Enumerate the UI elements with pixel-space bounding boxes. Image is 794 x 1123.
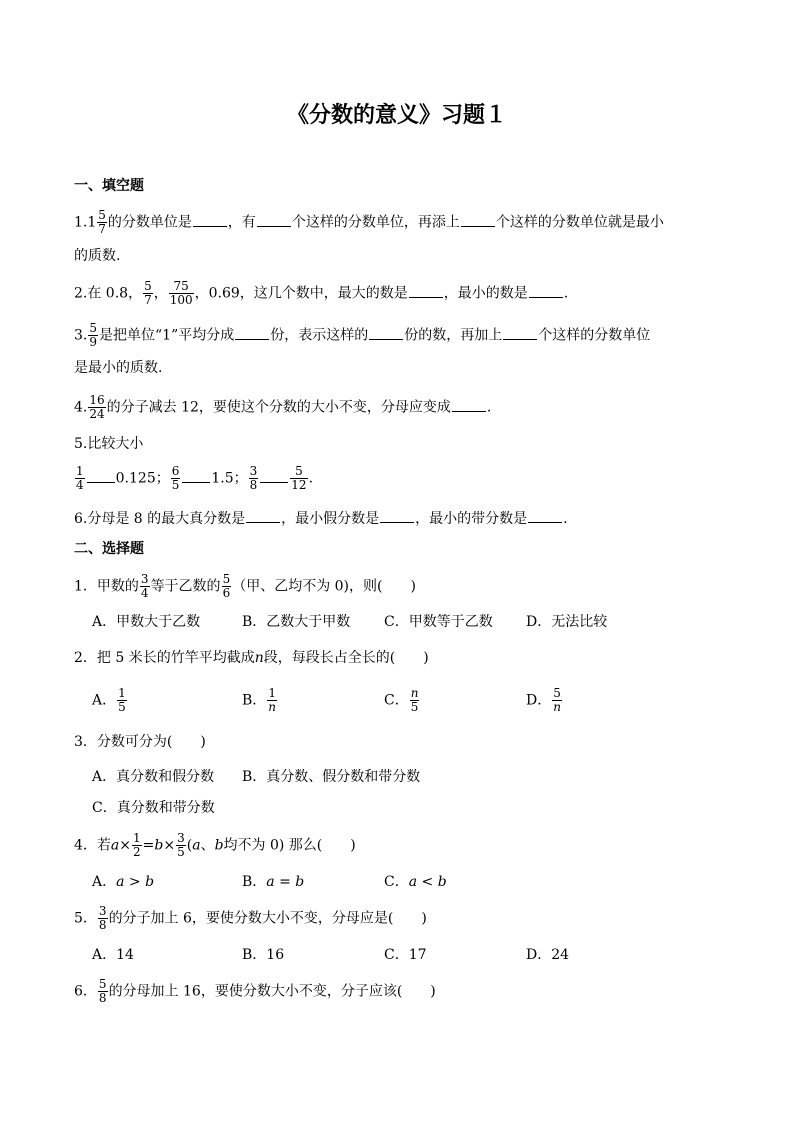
fraction: $\frac{3}{5}$ [177, 831, 185, 859]
answer-blank[interactable] [452, 397, 486, 412]
answer-blank[interactable] [461, 212, 495, 227]
answer-blank[interactable] [380, 508, 414, 523]
choice-1-option-b[interactable]: B．乙数大于甲数 [242, 614, 351, 630]
fraction: $\frac{3}{8}$ [249, 464, 258, 492]
fraction: $\frac{1}{2}$ [133, 831, 141, 859]
choice-1-option-a[interactable]: A．甲数大于乙数 [92, 614, 201, 630]
choice-question-2: 2．把 5 米长的竹竿平均截成n段，每段长占全长的( ) [74, 650, 429, 666]
choice-3-option-a[interactable]: A．真分数和假分数 [92, 769, 215, 785]
fill-question-4: 4. $\frac{16}{24}$ 的分子减去 12，要使这个分数的大小不变，分母应变成 . [74, 393, 492, 421]
choice-5-option-a[interactable]: A．14 [92, 947, 134, 963]
fraction: $\frac{n}{5}$ [410, 686, 419, 714]
answer-blank[interactable] [503, 325, 537, 340]
fraction: $\frac{5}{6}$ [222, 572, 231, 600]
answer-blank[interactable] [369, 325, 403, 340]
section-heading-choice: 二、选择题 [74, 541, 144, 557]
choice-question-3: 3．分数可分为( ) [74, 734, 206, 750]
answer-blank[interactable] [182, 468, 210, 483]
section-heading-fill: 一、填空题 [74, 178, 144, 194]
choice-4-option-b[interactable]: B．a = b [242, 874, 305, 890]
fraction: $\frac{3}{4}$ [140, 572, 149, 600]
choice-2-option-a[interactable]: A． $\frac{1}{5}$ [92, 686, 126, 714]
answer-blank[interactable] [409, 283, 443, 298]
answer-blank[interactable] [529, 283, 563, 298]
fraction: $\frac{5}{8}$ [98, 977, 107, 1005]
fraction: $\frac{5}{n}$ [553, 686, 561, 714]
choice-5-option-b[interactable]: B．16 [242, 947, 285, 963]
fraction: $\frac{6}{5}$ [171, 464, 180, 492]
choice-3-option-b[interactable]: B．真分数、假分数和带分数 [242, 769, 421, 785]
answer-blank[interactable] [193, 212, 227, 227]
page-title: 《分数的意义》习题１ [286, 102, 507, 128]
choice-3-option-c[interactable]: C．真分数和带分数 [92, 800, 215, 816]
choice-1-option-c[interactable]: C．甲数等于乙数 [384, 614, 493, 630]
choice-1-option-d[interactable]: D．无法比较 [526, 614, 608, 630]
fraction: $\frac{5}{12}$ [291, 464, 307, 492]
choice-2-option-d[interactable]: D． $\frac{5}{n}$ [526, 686, 561, 714]
fraction: $\frac{5}{9}$ [89, 321, 97, 349]
answer-blank[interactable] [528, 508, 562, 523]
fraction: $\frac{5}{7}$ [98, 208, 106, 236]
choice-question-4: 4．若a× $\frac{1}{2}$ =b× $\frac{3}{5}$ (a、b均不为 0) 那么( ) [74, 831, 356, 859]
choice-question-1: 1．甲数的 $\frac{3}{4}$ 等于乙数的 $\frac{5}{6}$ （甲、乙均不为 0)，则( ) [74, 572, 416, 600]
fill-question-6: 6.分母是 8 的最大真分数是 ，最小假分数是 ，最小的带分数是 . [74, 508, 568, 530]
fraction: $\frac{1}{4}$ [76, 464, 84, 492]
answer-blank[interactable] [87, 468, 115, 483]
choice-4-option-c[interactable]: C．a < b [384, 874, 447, 890]
fraction: $\frac{1}{5}$ [118, 686, 126, 714]
choice-question-6: 6． $\frac{5}{8}$ 的分母加上 16，要使分数大小不变，分子应该( ) [74, 977, 436, 1005]
fill-question-1: 1.1 $\frac{5}{7}$ 的分数单位是 ，有 个这样的分数单位，再添上 个这样的分数单位就是最小 [74, 208, 664, 236]
answer-blank[interactable] [260, 468, 288, 483]
answer-blank[interactable] [246, 508, 280, 523]
choice-2-option-b[interactable]: B． $\frac{1}{n}$ [242, 686, 277, 714]
choice-5-option-c[interactable]: C．17 [384, 947, 427, 963]
fill-question-3-cont: 是最小的质数. [74, 360, 163, 376]
choice-2-option-c[interactable]: C． $\frac{n}{5}$ [384, 686, 419, 714]
answer-blank[interactable] [257, 212, 291, 227]
fraction: $\frac{5}{7}$ [144, 279, 152, 307]
fraction: $\frac{1}{n}$ [268, 686, 277, 714]
choice-4-option-a[interactable]: A．a > b [92, 874, 155, 890]
choice-question-5: 5． $\frac{3}{8}$ 的分子加上 6，要使分数大小不变，分母应是( ) [74, 904, 427, 932]
fill-question-5: 5.比较大小 [74, 436, 144, 452]
fill-question-3: 3. $\frac{5}{9}$ 是把单位“1”平均分成 份，表示这样的 份的数，再加上 个这样的分数单位 [74, 321, 651, 349]
fraction: $\frac{3}{8}$ [98, 904, 107, 932]
fraction: $\frac{16}{24}$ [89, 393, 105, 421]
fill-question-5-compare: $\frac{1}{4}$ 0.125； $\frac{6}{5}$ 1.5； $\frac{3}{8}$ $\frac{5}{12}$ . [76, 464, 314, 492]
choice-5-option-d[interactable]: D．24 [526, 947, 570, 963]
fraction: $\frac{75}{100}$ [169, 279, 193, 307]
fill-question-2: 2.在 0.8， $\frac{5}{7}$ ， $\frac{75}{100}$ ，0.69，这几个数中，最大的数是 ，最小的数是 . [74, 279, 569, 307]
answer-blank[interactable] [235, 325, 269, 340]
fill-question-1-cont: 的质数. [74, 248, 121, 264]
